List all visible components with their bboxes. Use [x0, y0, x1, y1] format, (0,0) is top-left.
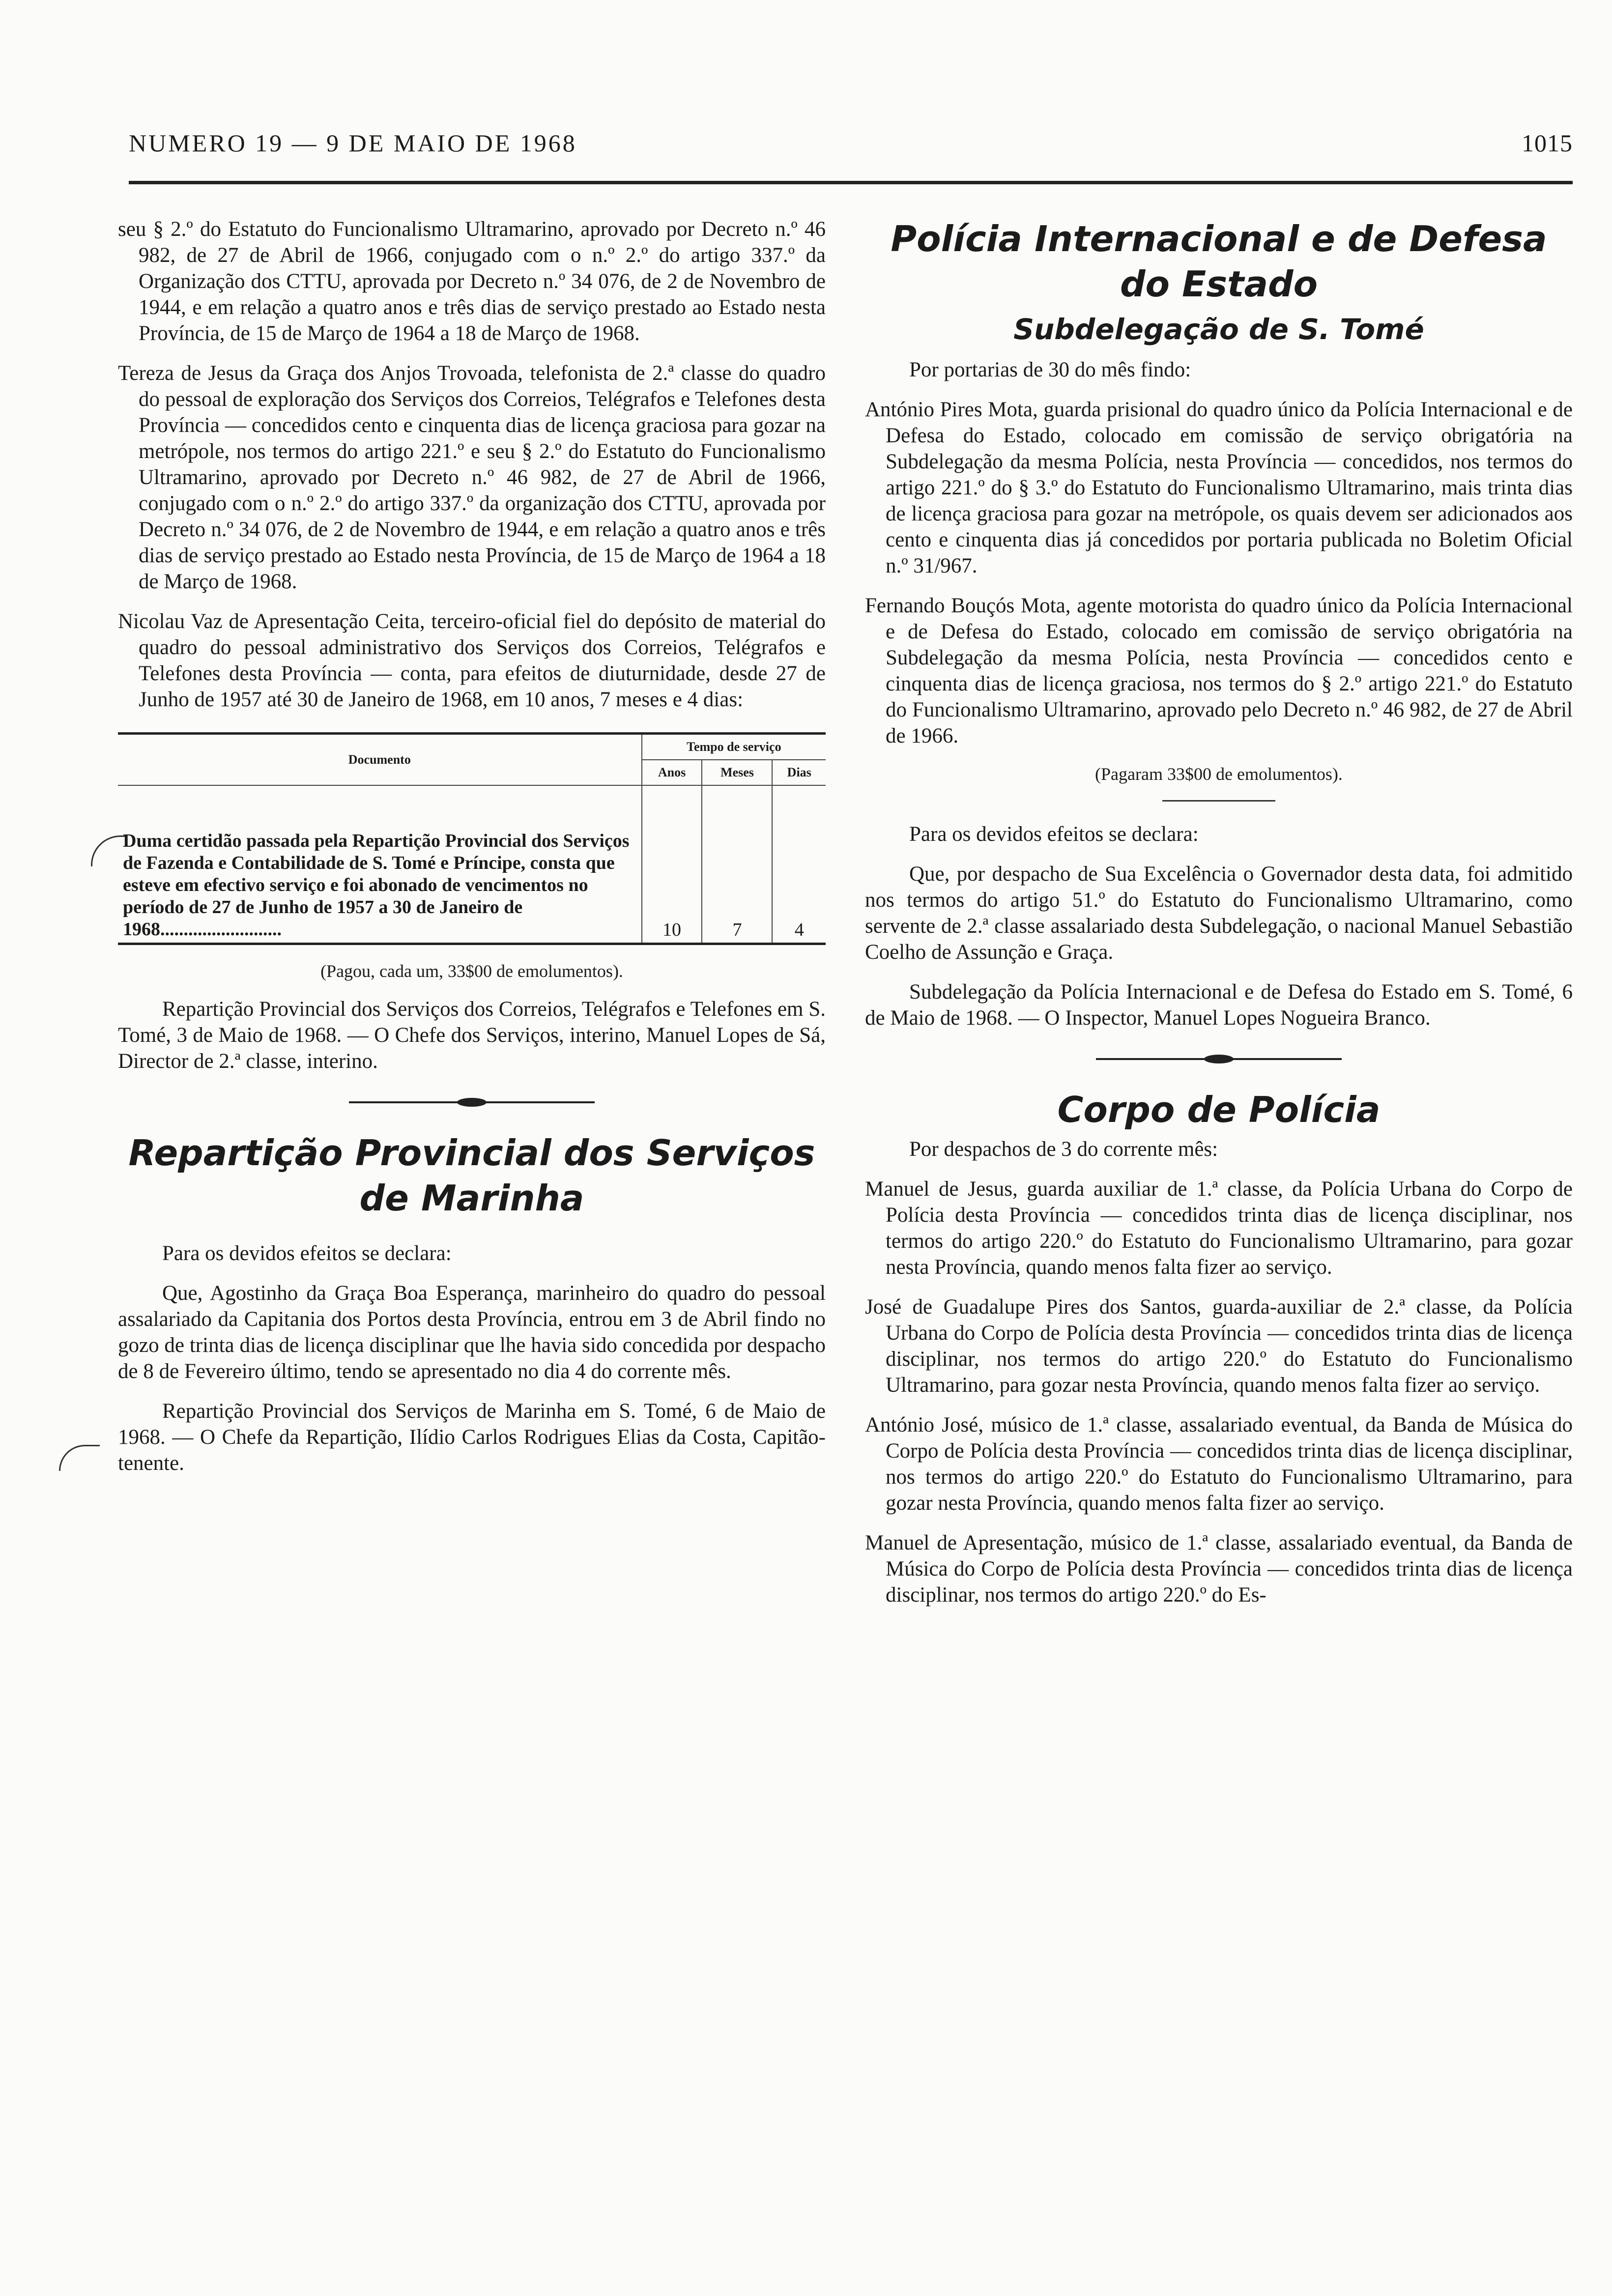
right-column [865, 216, 1573, 1622]
col-tempo-servico: Tempo de serviço [642, 734, 826, 760]
cell-documento: Duma certidão passada pela Repartição Provincial dos Serviços de Fazenda e Contabilidade de S. Tomé e Príncipe, consta que esteve em efectivo serviço e foi abonado de vencimentos no período de 27 de Junho de 1957 a 30 de Janeiro de 1968.......................... [123, 831, 630, 940]
page-number: 1015 [1522, 129, 1573, 157]
signature-pide: Subdelegação da Polícia Internacional e de Defesa do Estado em S. Tomé, 6 de Maio de 1968. — O Inspector, Manuel Lopes Nogueira Branco. [865, 980, 1573, 1030]
col-dias: Dias [772, 760, 826, 785]
declaration-line: Para os devidos efeitos se declara: [909, 823, 1199, 846]
signature-marinha: Repartição Provincial dos Serviços de Marinha em S. Tomé, 6 de Maio de 1968. — O Chefe da Repartição, Ilídio Carlos Rodrigues Elias da Costa, Capitão-tenente. [118, 1400, 826, 1475]
table-row [118, 785, 826, 944]
fee-note: (Pagaram 33$00 de emolumentos). [1095, 764, 1343, 784]
col-documento: Documento [118, 734, 642, 786]
section-title-marinha: Repartição Provincial dos Serviços de Marinha [128, 1132, 815, 1219]
section-title-corpo-policia: Corpo de Polícia [1057, 1089, 1381, 1130]
article-manuel-apresentacao: Manuel de Apresentação, músico de 1.ª classe, assalariado eventual, da Banda de Música do Corpo de Polícia desta Província — concedidos trinta dias de licença disciplinar, nos termos do artigo 220.º do Es- [865, 1531, 1573, 1607]
subsection-title-subdelegacao: Subdelegação de S. Tomé [1013, 313, 1424, 346]
signature-correios: Repartição Provincial dos Serviços dos Correios, Telégrafos e Telefones em S. Tomé, 3 de Maio de 1968. — O Chefe dos Serviços, interino, Manuel Lopes de Sá, Director de 2.ª classe, interino. [118, 998, 826, 1073]
header-rule [129, 181, 1573, 184]
col-anos: Anos [642, 760, 702, 785]
page-header [129, 129, 1573, 168]
section-separator [349, 1101, 595, 1103]
short-rule [1162, 800, 1275, 802]
cell-dias: 4 [772, 785, 826, 944]
issue-line: NUMERO 19 — 9 DE MAIO DE 1968 [129, 129, 577, 157]
cell-anos: 10 [642, 785, 702, 944]
article-antonio-jose: António José, músico de 1.ª classe, assalariado eventual, da Banda de Música do Corpo de Polícia desta Província — concedidos trinta dias de licença disciplinar, nos termos do artigo 220.º do Estatuto do Funcionalismo Ultramarino, para gozar nesta Província, quando menos falta fizer ao serviço. [865, 1413, 1573, 1515]
article-tereza: Tereza de Jesus da Graça dos Anjos Trovoada, telefonista de 2.ª classe do quadro do pessoal de exploração dos Serviços dos Correios, Telégrafos e Telefones desta Província — concedidos cento e cinquenta dias de licença graciosa para gozar na metrópole, nos termos do artigo 221.º e seu § 2.º do Estatuto do Funcionalismo Ultramarino, aprovado por Decreto n.º 46 982, de 27 de Abril de 1966, conjugado com o n.º 2.º do artigo 337.º da organização dos CTTU, aprovada por Decreto n.º 34 076, de 2 de Novembro de 1944, e em relação a quatro anos e três dias de serviço prestado ao Estado nesta Província, de 15 de Março de 1964 a 18 de Março de 1968. [118, 362, 826, 593]
article-agostinho: Que, Agostinho da Graça Boa Esperança, marinheiro do quadro do pessoal assalariado da Capitania dos Portos desta Província, entrou em 3 de Abril findo no gozo de trinta dias de licença disciplinar que lhe havia sido concedida por despacho de 8 de Fevereiro último, tendo se apresentado no dia 4 do corrente mês. [118, 1282, 826, 1383]
col-meses: Meses [702, 760, 772, 785]
article-fernando-mota: Fernando Bouçós Mota, agente motorista do quadro único da Polícia Internacional e de Defesa do Estado, colocado em comissão de serviço obrigatória na Subdelegação da mesma Polícia, nesta Província — concedidos cento e cinquenta dias de licença graciosa, nos termos do § 2.º artigo 221.º do Estatuto do Funcionalismo Ultramarino, aprovado pelo Decreto n.º 46 982, de 27 de Abril de 1966. [865, 594, 1573, 747]
article-nicolau: Nicolau Vaz de Apresentação Ceita, terceiro-oficial fiel do depósito de material do quadro do pessoal administrativo dos Serviços dos Correios, Telégrafos e Telefones desta Província — conta, para efeitos de diuturnidade, desde 27 de Junho de 1957 até 30 de Janeiro de 1968, em 10 anos, 7 meses e 4 dias: [118, 610, 826, 711]
intro-despachos: Por despachos de 3 do corrente mês: [909, 1138, 1218, 1161]
article-jose-guadalupe: José de Guadalupe Pires dos Santos, guarda-auxiliar de 2.ª classe, da Polícia Urbana do Corpo de Polícia desta Província — concedidos trinta dias de licença disciplinar, nos termos do artigo 220.º do Estatuto do Funcionalismo Ultramarino, para gozar nesta Província, quando menos falta fizer ao serviço. [865, 1295, 1573, 1397]
left-column [118, 216, 826, 1490]
article-continuation: seu § 2.º do Estatuto do Funcionalismo Ultramarino, aprovado por Decreto n.º 46 982, de 27 de Abril de 1966, conjugado com o n.º 2.º do artigo 337.º da Organização dos CTTU, aprovada por Decreto n.º 34 076, de 2 de Novembro de 1944, e em relação a quatro anos e três dias de serviço prestado ao Estado nesta Província, de 15 de Março de 1964 a 18 de Março de 1968. [118, 218, 826, 345]
article-antonio-mota: António Pires Mota, guarda prisional do quadro único da Polícia Internacional e de Defesa do Estado, colocado em comissão de serviço obrigatória na Subdelegação da mesma Polícia, nesta Província — concedidos, nos termos do artigo 221.º do § 3.º do Estatuto do Funcionalismo Ultramarino, mais trinta dias de licença graciosa para gozar na metrópole, os quais devem ser adicionados aos cento e cinquenta dias já concedidos por portaria publicada no Boletim Oficial n.º 31/967. [865, 398, 1573, 577]
section-separator [1096, 1058, 1342, 1060]
fee-note: (Pagou, cada um, 33$00 de emolumentos). [320, 961, 623, 981]
article-manuel-jesus: Manuel de Jesus, guarda auxiliar de 1.ª classe, da Polícia Urbana do Corpo de Polícia desta Província — concedidos trinta dias de licença disciplinar, nos termos do artigo 220.º do Estatuto do Funcionalismo Ultramarino, para gozar nesta Província, quando menos falta fizer ao serviço. [865, 1177, 1573, 1279]
cell-meses: 7 [702, 785, 772, 944]
declaration-line: Para os devidos efeitos se declara: [162, 1242, 452, 1265]
article-admission: Que, por despacho de Sua Excelência o Governador desta data, foi admitido nos termos do artigo 51.º do Estatuto do Funcionalismo Ultramarino, como servente de 2.ª classe assalariado desta Subdelegação, o nacional Manuel Sebastião Coelho de Assunção e Graça. [865, 862, 1573, 964]
section-title-pide: Polícia Internacional e de Defesa do Estado [891, 218, 1547, 305]
intro-portarias: Por portarias de 30 do mês findo: [909, 358, 1191, 381]
margin-pencil-mark [59, 1445, 100, 1471]
service-time-table [118, 732, 826, 945]
